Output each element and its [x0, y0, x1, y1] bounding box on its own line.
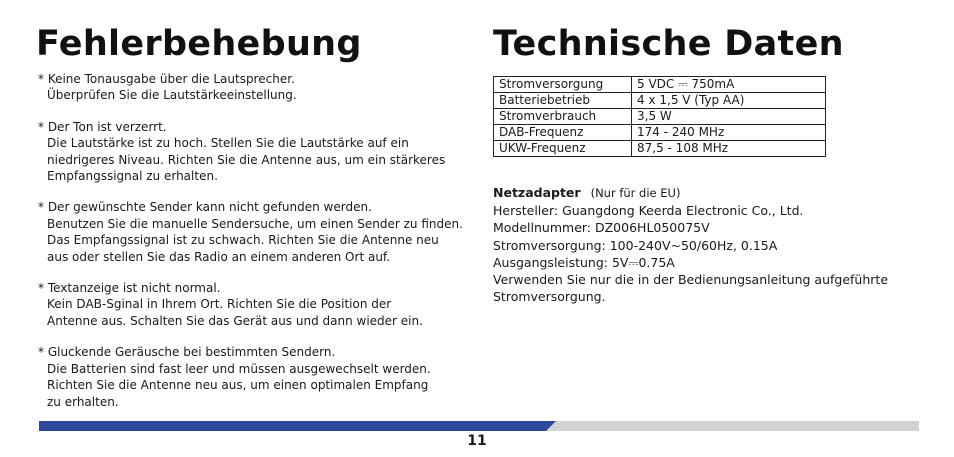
trouble-problem: * Der Ton ist verzerrt. [38, 119, 167, 134]
adapter-heading-row [493, 184, 913, 202]
table-row [494, 141, 826, 157]
adapter-note: (Nur für die EU) [590, 186, 681, 200]
footer-bar [39, 421, 919, 431]
technical-data-title: Technische Daten [493, 24, 844, 64]
table-row [494, 125, 826, 141]
table-row [494, 93, 826, 109]
spec-value: 3,5 W [632, 109, 826, 125]
spec-label: UKW-Frequenz [494, 141, 632, 157]
trouble-solution: Kein DAB-Sginal in Ihrem Ort. Richten Sie die Position der Antenne aus. Schalten Sie das Gerät aus und dann wieder ein. [47, 297, 423, 328]
trouble-item [38, 344, 478, 410]
trouble-solution: Die Batterien sind fast leer und müssen ausgewechselt werden. Richten Sie die Antenne neu aus, um einen optimalen Empfang zu erhalten. [47, 361, 431, 409]
adapter-manufacturer: Hersteller: Guangdong Keerda Electronic Co., Ltd. [493, 203, 804, 219]
trouble-problem: * Gluckende Geräusche bei bestimmten Sendern. [38, 345, 336, 360]
adapter-input: Stromversorgung: 100-240V~50/60Hz, 0.15A [493, 237, 778, 253]
trouble-problem: * Keine Tonausgabe über die Lautsprecher. [38, 72, 295, 86]
trouble-problem: * Textanzeige ist nicht normal. [38, 281, 221, 296]
adapter-model-number: Modellnummer: DZ006HL050075V [493, 220, 710, 236]
trouble-solution: Benutzen Sie die manuelle Sendersuche, um einen Sender zu finden. Das Empfangssignal ist zu schwach. Richten Sie die Antenne neu aus oder stellen Sie das Radio an einem anderen Ort auf. [47, 216, 463, 264]
trouble-item [38, 119, 478, 185]
adapter-output: Ausgangsleistung: 5V⎓0.75A [493, 254, 675, 270]
trouble-item [38, 199, 478, 265]
table-row [494, 77, 826, 93]
table-row [494, 109, 826, 125]
adapter-heading: Netzadapter [493, 185, 581, 200]
trouble-item [38, 280, 478, 329]
trouble-problem: * Der gewünschte Sender kann nicht gefunden werden. [38, 200, 372, 215]
spec-label: Batteriebetrieb [494, 93, 632, 109]
adapter-info [493, 184, 913, 305]
trouble-item [38, 71, 478, 104]
spec-value: 4 x 1,5 V (Typ AA) [632, 93, 826, 109]
spec-label: Stromverbrauch [494, 109, 632, 125]
spec-label: Stromversorgung [494, 77, 632, 93]
spec-value: 87,5 - 108 MHz [632, 141, 826, 157]
specs-table [493, 76, 826, 157]
troubleshooting-list [38, 71, 478, 425]
footer-bar-dark [39, 421, 556, 431]
spec-label: DAB-Frequenz [494, 125, 632, 141]
troubleshooting-title: Fehlerbehebung [36, 24, 362, 64]
trouble-solution: Überprüfen Sie die Lautstärkeeinstellung. [47, 88, 297, 103]
spec-value: 174 - 240 MHz [632, 125, 826, 141]
trouble-solution: Die Lautstärke ist zu hoch. Stellen Sie die Lautstärke auf ein niedrigeres Niveau. Richten Sie die Antenne aus, um ein stärkeres Empfangssignal zu erhalten. [47, 136, 446, 184]
spec-value: 5 VDC ⎓ 750mA [632, 77, 826, 93]
adapter-instruction: Verwenden Sie nur die in der Bedienungsanleitung aufgeführte Stromversorgung. [493, 272, 889, 305]
page-number: 11 [467, 433, 487, 449]
